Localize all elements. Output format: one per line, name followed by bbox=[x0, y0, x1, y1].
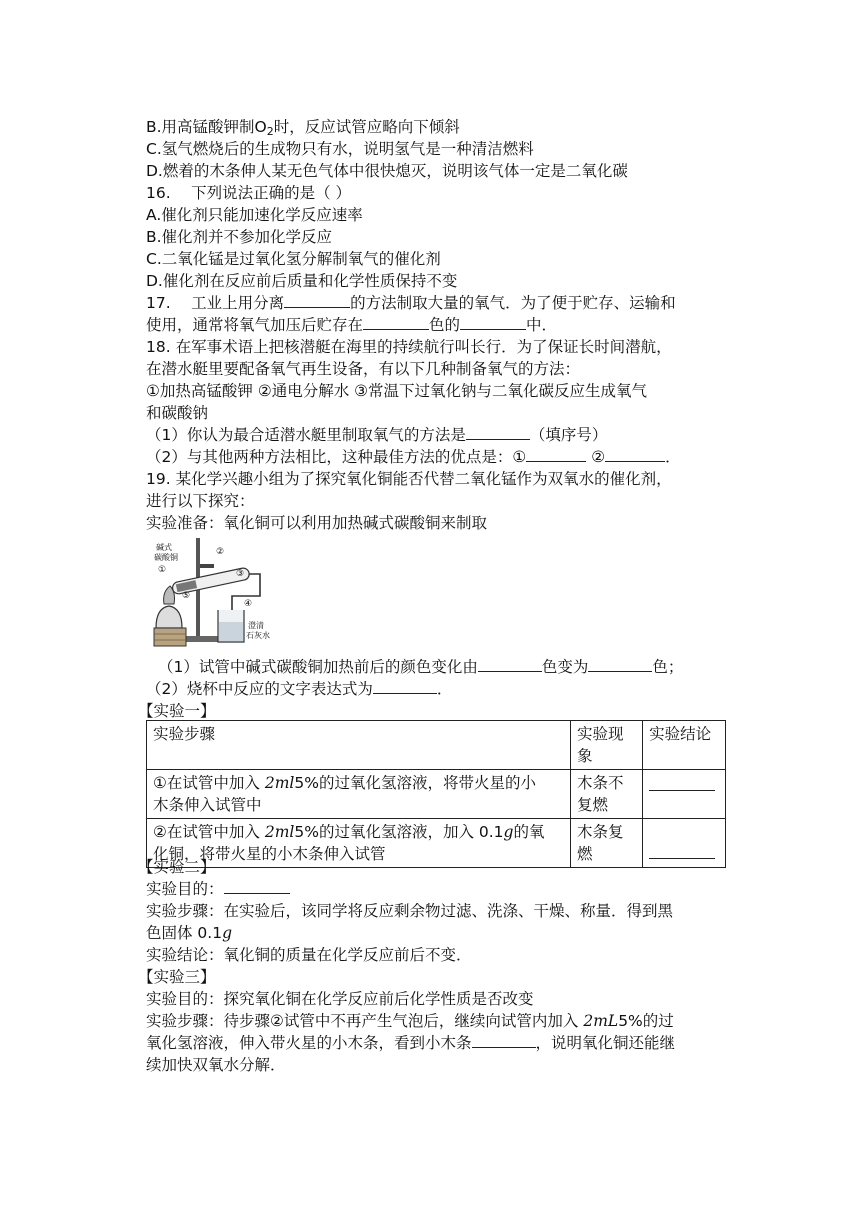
answer-blank[interactable] bbox=[605, 447, 665, 462]
step-text: ①在试管中加入 bbox=[153, 774, 265, 792]
exp2-steps-unit: g bbox=[222, 924, 233, 942]
experiment-3-title: 【实验三】 bbox=[138, 968, 216, 986]
label-beaker-1: 澄清 bbox=[248, 621, 264, 630]
q17-text-d: 色的 bbox=[429, 316, 461, 334]
experiment-3-steps-1 bbox=[146, 1010, 674, 1032]
experiment-1-title: 【实验一】 bbox=[138, 702, 216, 720]
marker-5: ⑤ bbox=[182, 591, 191, 601]
q19-part-1-text: （1）试管中碱式碳酸铜加热前后的颜色变化由 bbox=[158, 658, 478, 676]
q18-part-2-end: ． bbox=[665, 448, 681, 466]
answer-blank[interactable] bbox=[363, 315, 429, 330]
exp3-math: 2mL bbox=[583, 1012, 619, 1030]
exp2-steps-text: 色固体 0.1 bbox=[146, 924, 223, 942]
q18-line-4: 和碳酸钠 bbox=[146, 404, 209, 422]
marker-1: ① bbox=[158, 565, 167, 575]
row-1-conclusion bbox=[643, 770, 726, 819]
step-text: 5%的过氧化氢溶液，将带火星的小 bbox=[294, 774, 536, 792]
q17-text-a: 17. 工业上用分离 bbox=[146, 294, 285, 312]
step-text: 化铜，将带火星的小木条伸入试管 bbox=[153, 845, 386, 863]
row-2-conclusion bbox=[643, 819, 726, 868]
q17-text-c: 使用，通常将氧气加压后贮存在 bbox=[146, 316, 364, 334]
step-text: 的氧 bbox=[513, 823, 545, 841]
q15-option-c: C.氢气燃烧后的生成物只有水，说明氢气是一种清洁燃料 bbox=[146, 140, 534, 158]
q15-option-d: D.燃着的木条伸人某无色气体中很快熄灭，说明该气体一定是二氧化碳 bbox=[146, 162, 628, 180]
q18-part-2 bbox=[146, 446, 681, 468]
step-text: 木条伸入试管中 bbox=[153, 796, 262, 814]
answer-blank[interactable] bbox=[478, 657, 542, 672]
header-conclusion: 实验结论 bbox=[643, 721, 726, 770]
q19-line-2: 进行以下探究： bbox=[146, 492, 255, 510]
answer-blank[interactable] bbox=[373, 679, 437, 694]
phenom-text: 复燃 bbox=[576, 796, 608, 814]
experiment-2-title: 【实验二】 bbox=[138, 858, 216, 876]
exp3-text-3: 氧化氢溶液，伸入带火星的小木条，看到小木条 bbox=[146, 1034, 472, 1052]
step-math: g bbox=[503, 823, 514, 841]
alcohol-lamp bbox=[156, 606, 182, 628]
q15-option-b-text-2: 时，反应试管应略向下倾斜 bbox=[273, 118, 460, 136]
experiment-table bbox=[146, 720, 726, 868]
q16-option-d: D.催化剂在反应前后质量和化学性质保持不变 bbox=[146, 272, 458, 290]
q16-stem: 16. 下列说法正确的是（ ） bbox=[146, 184, 352, 202]
marker-3: ③ bbox=[236, 569, 245, 579]
answer-blank[interactable] bbox=[460, 315, 526, 330]
experiment-3-steps-3: 续加快双氧水分解． bbox=[146, 1056, 286, 1074]
q15-option-b-text: B.用高锰酸钾制O bbox=[146, 118, 267, 136]
step-math: 2ml bbox=[264, 823, 295, 841]
answer-blank[interactable] bbox=[466, 425, 530, 440]
q18-part-1 bbox=[146, 424, 607, 446]
answer-blank[interactable] bbox=[649, 844, 715, 859]
row-1-step bbox=[147, 770, 571, 819]
header-phenomenon: 实验现象 bbox=[570, 721, 642, 770]
q19-part-1-text-3: 色； bbox=[652, 658, 684, 676]
phenom-text: 燃 bbox=[576, 845, 593, 863]
q16-option-c: C.二氧化锰是过氧化氢分解制氧气的催化剂 bbox=[146, 250, 441, 268]
apparatus-diagram bbox=[146, 536, 282, 654]
q16-option-a: A.催化剂只能加速化学反应速率 bbox=[146, 206, 363, 224]
answer-blank[interactable] bbox=[224, 879, 290, 894]
q17-line-2 bbox=[146, 314, 557, 336]
label-tube-1: 碱式 bbox=[156, 543, 172, 552]
table-row bbox=[147, 819, 726, 868]
exp2-goal-label: 实验目的： bbox=[146, 880, 224, 898]
q19-part-1 bbox=[158, 656, 683, 678]
experiment-3-steps-2 bbox=[146, 1032, 675, 1054]
phenom-text: 木条复 bbox=[576, 823, 624, 841]
row-2-phenomenon bbox=[570, 819, 642, 868]
label-beaker-2: 石灰水 bbox=[246, 631, 270, 640]
q18-part-1-hint: （填序号） bbox=[529, 426, 608, 444]
row-1-phenomenon bbox=[570, 770, 642, 819]
q19-preparation: 实验准备：氧化铜可以利用加热碱式碳酸铜来制取 bbox=[146, 514, 488, 532]
q16-option-b: B.催化剂并不参加化学反应 bbox=[146, 228, 333, 246]
step-text: ②在试管中加入 bbox=[153, 823, 265, 841]
q17-text-b: 的方法制取大量的氧气．为了便于贮存、运输和 bbox=[350, 294, 676, 312]
q19-part-2-text: （2）烧杯中反应的文字表达式为 bbox=[146, 680, 373, 698]
label-tube-2: 碳酸铜 bbox=[154, 553, 178, 562]
answer-blank[interactable] bbox=[472, 1033, 536, 1048]
experiment-2-steps-1: 实验步骤：在实验后，该同学将反应剩余物过滤、洗涤、干燥、称量．得到黑 bbox=[146, 902, 674, 920]
q18-line-2: 在潜水艇里要配备氧气再生设备，有以下几种制备氧气的方法： bbox=[146, 360, 581, 378]
experiment-2-goal bbox=[146, 878, 290, 900]
q18-line-3: ①加热高锰酸钾 ②通电分解水 ③常温下过氧化钠与二氧化碳反应生成氧气 bbox=[146, 382, 648, 400]
answer-blank[interactable] bbox=[649, 776, 715, 791]
step-math: 2ml bbox=[264, 774, 295, 792]
table-row bbox=[147, 770, 726, 819]
exp3-text-4: ，说明氧化铜还能继 bbox=[535, 1034, 676, 1052]
q17-text-e: 中． bbox=[526, 316, 558, 334]
step-text: 5%的过氧化氢溶液，加入 0.1 bbox=[294, 823, 504, 841]
o2-subscript: 2 bbox=[266, 125, 274, 138]
wooden-block bbox=[154, 628, 186, 646]
marker-2: ② bbox=[216, 547, 225, 557]
header-step: 实验步骤 bbox=[147, 721, 571, 770]
q19-part-2 bbox=[146, 678, 452, 700]
q18-part-2-mark: ② bbox=[591, 448, 606, 466]
exp3-text-2: 5%的过 bbox=[618, 1012, 674, 1030]
q19-part-2-end: ． bbox=[436, 680, 453, 698]
marker-4: ④ bbox=[244, 599, 253, 609]
experiment-2-steps-2 bbox=[146, 922, 232, 944]
experiment-3-goal: 实验目的：探究氧化铜在化学反应前后化学性质是否改变 bbox=[146, 990, 534, 1008]
beaker-liquid bbox=[219, 622, 243, 641]
q19-line-1: 19. 某化学兴趣小组为了探究氧化铜能否代替二氧化锰作为双氧水的催化剂， bbox=[146, 470, 672, 488]
experiment-2-conclusion: 实验结论：氧化铜的质量在化学反应前后不变． bbox=[146, 946, 472, 964]
q18-line-1: 18. 在军事术语上把核潜艇在海里的持续航行叫长行．为了保证长时间潜航， bbox=[146, 338, 672, 356]
q18-part-2-text: （2）与其他两种方法相比，这种最佳方法的优点是：① bbox=[146, 448, 527, 466]
exp3-text: 实验步骤：待步骤②试管中不再产生气泡后，继续向试管内加入 bbox=[146, 1012, 584, 1030]
answer-blank[interactable] bbox=[284, 293, 350, 308]
apparatus-svg bbox=[146, 536, 282, 654]
table-header-row bbox=[147, 721, 726, 770]
q19-part-1-text-2: 色变为 bbox=[541, 658, 589, 676]
q18-part-1-text: （1）你认为最合适潜水艇里制取氧气的方法是 bbox=[146, 426, 466, 444]
answer-blank[interactable] bbox=[588, 657, 652, 672]
phenom-text: 木条不 bbox=[576, 774, 624, 792]
q17-line-1 bbox=[146, 292, 676, 314]
answer-blank[interactable] bbox=[526, 447, 586, 462]
clamp bbox=[200, 564, 214, 568]
